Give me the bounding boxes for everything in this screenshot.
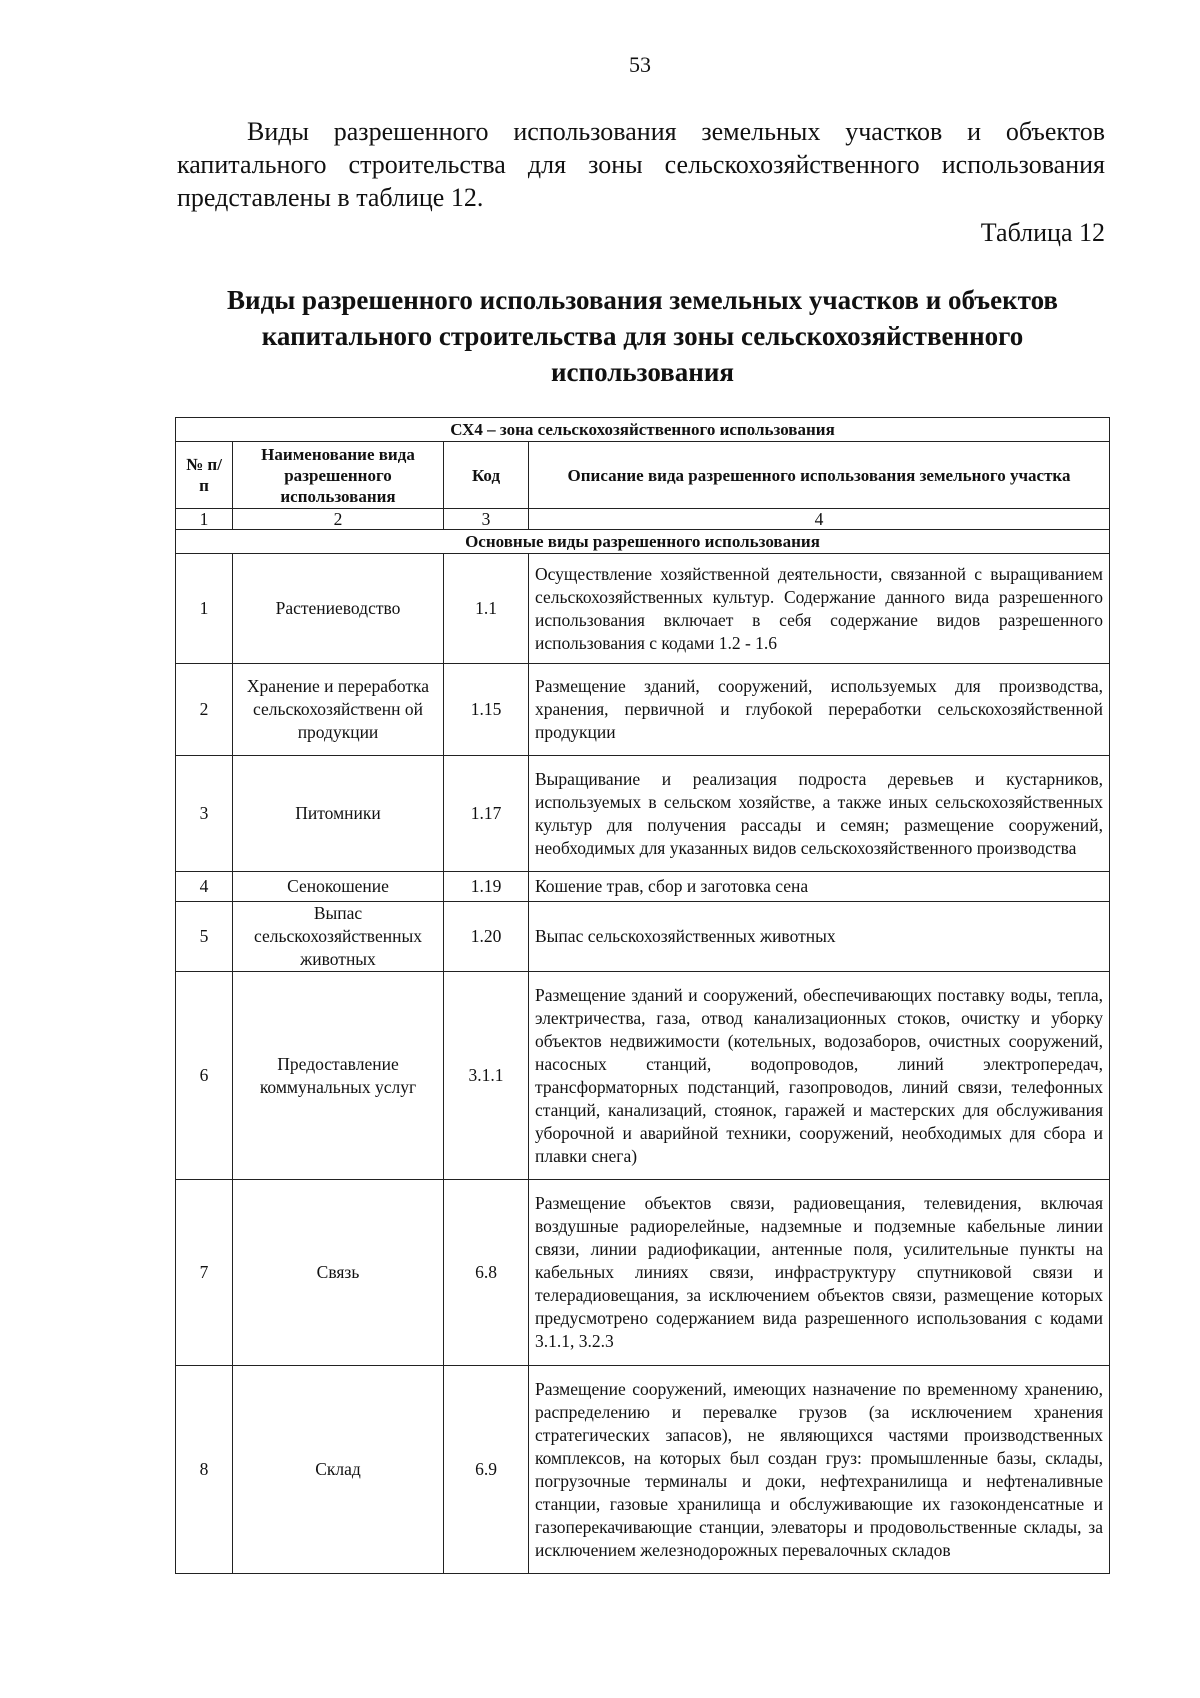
- use-name: Питомники: [233, 756, 444, 872]
- use-description: Выпас сельскохозяйственных животных: [529, 902, 1110, 972]
- row-number: 3: [176, 756, 233, 872]
- table-row: [176, 972, 1110, 1180]
- use-name: Склад: [233, 1366, 444, 1574]
- use-code: 1.1: [444, 554, 529, 664]
- use-code: 1.17: [444, 756, 529, 872]
- use-name: Связь: [233, 1180, 444, 1366]
- use-description: Осуществление хозяйственной деятельности, связанной с выращиванием сельскохозяйственных культур. Содержание данного вида разрешенного использования включает в себя содержание видов разрешенного использования с кодами 1.2 - 1.6: [529, 554, 1110, 664]
- use-description: Размещение сооружений, имеющих назначение по временному хранению, распределению и перевалке грузов (за исключением хранения стратегических запасов), не являющихся частями производственных комплексов, на которых был создан груз: промышленные базы, склады, погрузочные терминалы и доки, нефтехранилища и нефтеналивные станции, газовые хранилища и обслуживающие их газоконденсатные и газоперекачивающие станции, элеваторы и продовольственные склады, за исключением железнодорожных перевалочных складов: [529, 1366, 1110, 1574]
- table-row: [176, 1366, 1110, 1574]
- land-use-table: [175, 417, 1110, 1574]
- use-code: 1.15: [444, 664, 529, 756]
- use-description: Размещение объектов связи, радиовещания, телевидения, включая воздушные радиорелейные, надземные и подземные кабельные линии связи, линии радиофикации, антенные поля, усилительные пункты на кабельных линиях связи, инфраструктуру спутниковой связи и телерадиовещания, за исключением объектов связи, размещение которых предусмотрено содержанием вида разрешенного использования с кодами 3.1.1, 3.2.3: [529, 1180, 1110, 1366]
- column-header-row: [176, 442, 1110, 509]
- intro-paragraph: Виды разрешенного использования земельных участков и объектов капитального строительства для зоны сельскохозяйственного использования представлены в таблице 12.: [177, 117, 1105, 212]
- table-row: [176, 1180, 1110, 1366]
- use-name: Сенокошение: [233, 872, 444, 902]
- row-number: 8: [176, 1366, 233, 1574]
- table-label: Таблица 12: [980, 218, 1105, 247]
- use-name: Выпас сельскохозяйственных животных: [233, 902, 444, 972]
- zone-header-row: [176, 418, 1110, 442]
- use-name: Хранение и переработка сельскохозяйственн ой продукции: [233, 664, 444, 756]
- use-description: Размещение зданий и сооружений, обеспечивающих поставку воды, тепла, электричества, газа, отвод канализационных стоков, очистку и уборку объектов недвижимости (котельных, водозаборов, очистных сооружений, насосных станций, водопроводов, линий электропередач, трансформаторных подстанций, газопроводов, линий связи, телефонных станций, канализаций, стоянок, гаражей и мастерских для обслуживания уборочной и аварийной техники, сооружений, необходимых для сбора и плавки снега): [529, 972, 1110, 1180]
- use-name: Растениеводство: [233, 554, 444, 664]
- column-number: 2: [233, 509, 444, 530]
- use-code: 3.1.1: [444, 972, 529, 1180]
- page-number: 53: [629, 52, 651, 77]
- section-header-row: [176, 530, 1110, 554]
- use-code: 1.19: [444, 872, 529, 902]
- row-number: 4: [176, 872, 233, 902]
- use-code: 1.20: [444, 902, 529, 972]
- column-number: 4: [529, 509, 1110, 530]
- row-number: 2: [176, 664, 233, 756]
- table-row: [176, 902, 1110, 972]
- row-number: 5: [176, 902, 233, 972]
- use-description: Размещение зданий, сооружений, используемых для производства, хранения, первичной и глубокой переработки сельскохозяйственной продукции: [529, 664, 1110, 756]
- row-number: 7: [176, 1180, 233, 1366]
- use-description: Выращивание и реализация подроста деревьев и кустарников, используемых в сельском хозяйстве, а также иных сельскохозяйственных культур для получения рассады и семян; размещение сооружений, необходимых для указанных видов сельскохозяйственного производства: [529, 756, 1110, 872]
- header-num: № п/п: [176, 442, 233, 509]
- table-title: Виды разрешенного использования земельных участков и объектов капитального строительства для зоны сельскохозяйственного использования: [227, 285, 1058, 387]
- row-number: 1: [176, 554, 233, 664]
- zone-header: СХ4 – зона сельскохозяйственного использования: [176, 418, 1110, 442]
- table-row: [176, 756, 1110, 872]
- column-number: 1: [176, 509, 233, 530]
- header-code: Код: [444, 442, 529, 509]
- row-number: 6: [176, 972, 233, 1180]
- use-code: 6.8: [444, 1180, 529, 1366]
- column-number: 3: [444, 509, 529, 530]
- column-number-row: [176, 509, 1110, 530]
- table-row: [176, 664, 1110, 756]
- header-name: Наименование вида разрешенного использования: [233, 442, 444, 509]
- header-desc: Описание вида разрешенного использования земельного участка: [529, 442, 1110, 509]
- use-name: Предоставление коммунальных услуг: [233, 972, 444, 1180]
- use-description: Кошение трав, сбор и заготовка сена: [529, 872, 1110, 902]
- table-row: [176, 554, 1110, 664]
- section-title: Основные виды разрешенного использования: [176, 530, 1110, 554]
- table-row: [176, 872, 1110, 902]
- use-code: 6.9: [444, 1366, 529, 1574]
